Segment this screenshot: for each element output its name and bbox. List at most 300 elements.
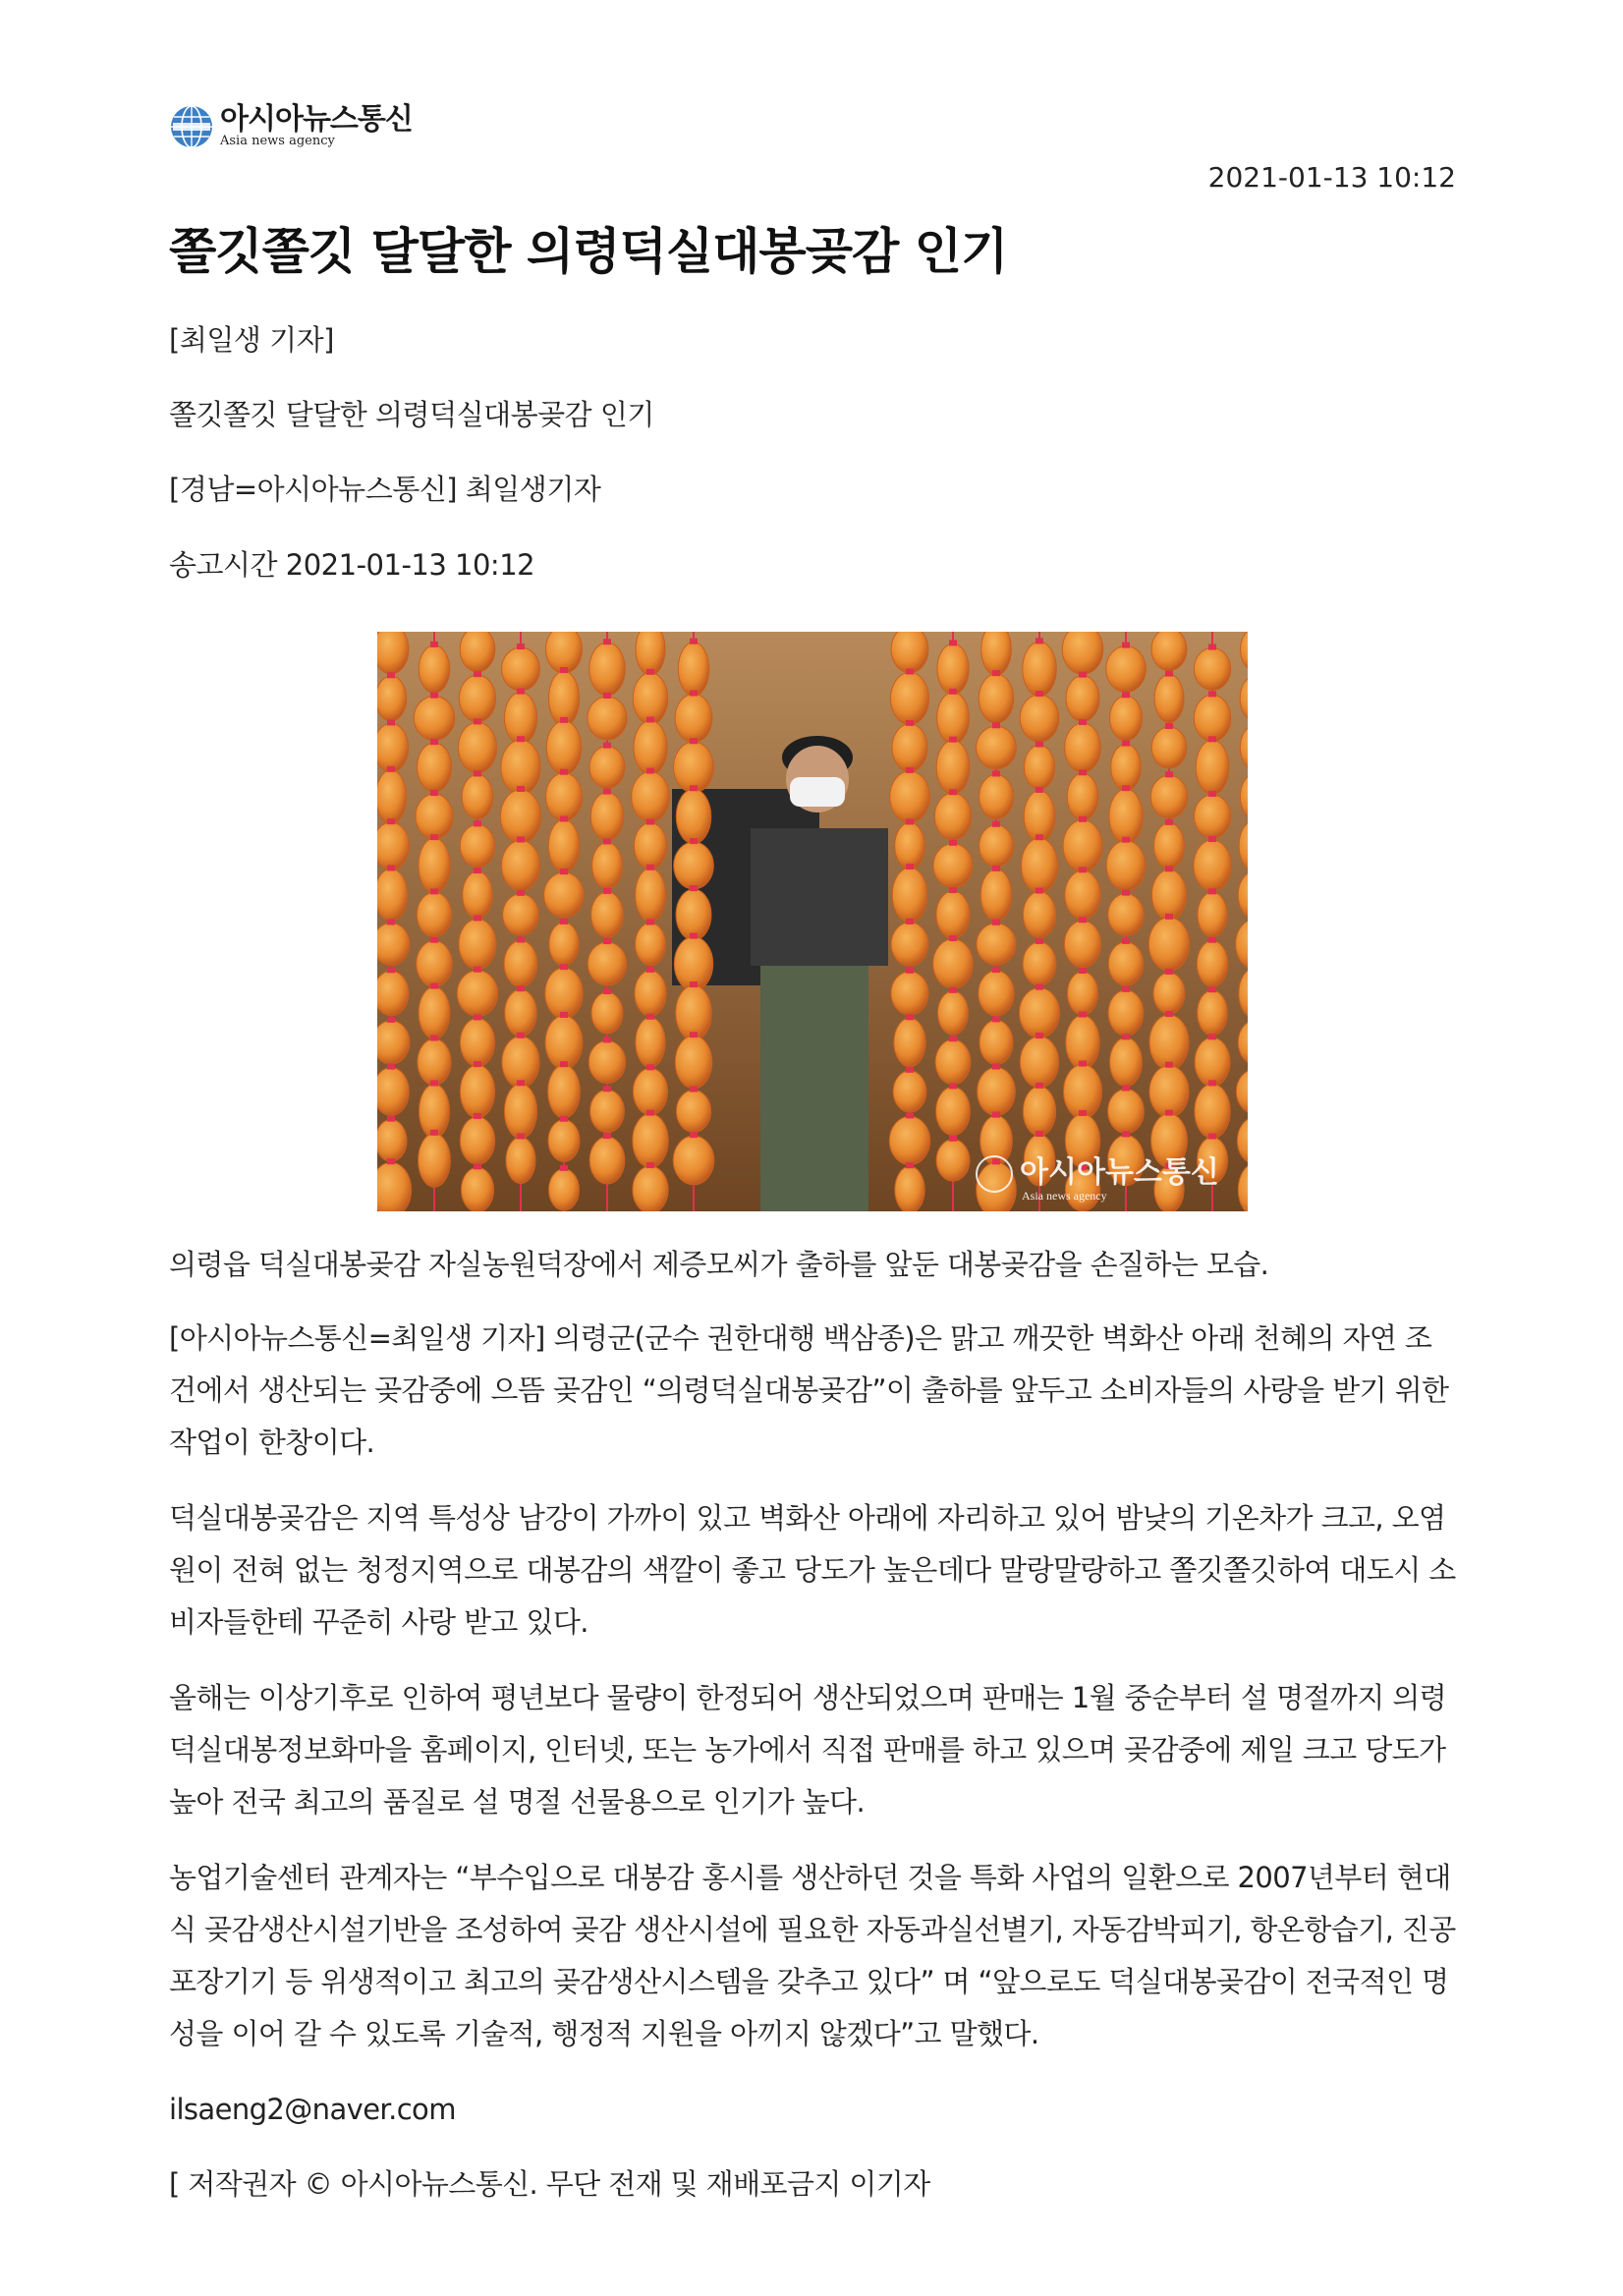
string-knot bbox=[690, 785, 698, 791]
persimmon bbox=[377, 723, 409, 771]
string-knot bbox=[560, 815, 568, 821]
persimmon bbox=[416, 794, 453, 839]
dried-persimmons-photo bbox=[377, 632, 1248, 1211]
string-knot bbox=[1122, 1085, 1130, 1091]
string-knot bbox=[474, 1113, 481, 1119]
persimmon bbox=[1151, 632, 1187, 671]
string-knot bbox=[690, 933, 698, 939]
persimmon bbox=[1106, 841, 1146, 891]
string-knot bbox=[517, 936, 525, 942]
string-knot bbox=[1079, 1061, 1087, 1067]
persimmon bbox=[377, 923, 410, 965]
persimmon bbox=[502, 841, 540, 891]
logo-english-name: Asia news agency bbox=[220, 134, 335, 148]
string-knot bbox=[1165, 671, 1173, 677]
string-knot bbox=[1035, 938, 1043, 944]
string-knot bbox=[992, 1016, 1000, 1022]
persimmon bbox=[462, 774, 493, 818]
persimmon bbox=[634, 720, 667, 774]
string-knot bbox=[603, 693, 611, 699]
persimmon bbox=[417, 892, 451, 936]
persimmon bbox=[1194, 840, 1231, 891]
persimmon bbox=[635, 971, 666, 1016]
persimmon bbox=[936, 1087, 971, 1135]
string-knot bbox=[992, 866, 1000, 871]
string-knot bbox=[992, 670, 1000, 676]
string-knot bbox=[560, 919, 568, 924]
persimmon bbox=[1148, 918, 1190, 971]
string-knot bbox=[517, 985, 525, 991]
string-knot bbox=[603, 639, 611, 644]
string-knot bbox=[1208, 644, 1216, 650]
string-knot bbox=[387, 719, 395, 725]
string-knot bbox=[949, 1036, 957, 1041]
string-knot bbox=[1079, 719, 1087, 725]
string-knot bbox=[387, 672, 395, 678]
persimmon bbox=[1023, 942, 1056, 985]
persimmon bbox=[636, 924, 666, 966]
persimmon bbox=[589, 747, 625, 789]
string-knot bbox=[387, 1017, 395, 1023]
string-knot bbox=[1122, 1034, 1130, 1039]
persimmon bbox=[673, 1136, 714, 1185]
persimmon bbox=[1151, 727, 1187, 768]
persimmon bbox=[545, 968, 583, 1019]
site-logo[interactable] bbox=[169, 102, 413, 151]
string-knot bbox=[646, 1014, 654, 1020]
string-knot bbox=[646, 1162, 654, 1168]
string-knot bbox=[992, 1064, 1000, 1070]
persimmon bbox=[419, 987, 450, 1039]
persimmon bbox=[377, 971, 409, 1015]
persimmon bbox=[1198, 892, 1227, 936]
string-knot bbox=[690, 838, 698, 844]
persimmon bbox=[504, 1084, 536, 1138]
persimmon bbox=[891, 632, 928, 673]
string-knot bbox=[1035, 888, 1043, 894]
string-knot bbox=[603, 839, 611, 845]
string-knot bbox=[992, 770, 1000, 776]
string-knot bbox=[474, 915, 481, 921]
persimmon bbox=[977, 726, 1017, 768]
string-knot bbox=[517, 890, 525, 896]
persimmon bbox=[889, 1116, 930, 1164]
persimmon bbox=[545, 1016, 583, 1069]
persimmon bbox=[979, 674, 1013, 723]
string-knot bbox=[1165, 1110, 1173, 1116]
logo-korean-name: 아시아뉴스통신 bbox=[220, 102, 413, 137]
persimmon bbox=[936, 1140, 970, 1181]
string-knot bbox=[1122, 1131, 1130, 1137]
persimmon bbox=[980, 869, 1012, 921]
persimmon bbox=[1110, 1037, 1143, 1086]
persimmon bbox=[549, 923, 579, 966]
persimmon bbox=[1067, 773, 1097, 819]
persimmon bbox=[549, 1169, 580, 1210]
string-knot bbox=[906, 818, 914, 824]
string-knot bbox=[646, 768, 654, 774]
persimmon bbox=[1154, 675, 1184, 723]
persimmon bbox=[418, 1039, 451, 1086]
persimmon bbox=[893, 1071, 926, 1112]
string-knot bbox=[1208, 691, 1216, 697]
string-knot bbox=[646, 818, 654, 824]
string-knot bbox=[906, 1067, 914, 1073]
string-knot bbox=[1165, 914, 1173, 920]
persimmon bbox=[1149, 1066, 1189, 1118]
string-knot bbox=[474, 718, 481, 724]
string-knot bbox=[603, 1133, 611, 1139]
reporter-email[interactable]: ilsaeng2@naver.com bbox=[169, 2093, 456, 2126]
string-knot bbox=[1122, 837, 1130, 843]
article-headline: 쫄깃쫄깃 달달한 의령덕실대봉곶감 인기 bbox=[169, 223, 1008, 280]
persimmon bbox=[505, 989, 537, 1036]
persimmon bbox=[678, 643, 708, 697]
persimmon bbox=[548, 1120, 580, 1162]
string-knot bbox=[603, 743, 611, 749]
string-knot bbox=[1165, 771, 1173, 777]
string-knot bbox=[560, 1061, 568, 1067]
persimmon bbox=[377, 1120, 407, 1162]
string-knot bbox=[1208, 1034, 1216, 1039]
persimmon bbox=[460, 632, 495, 672]
persimmon bbox=[979, 1020, 1013, 1064]
persimmon bbox=[1108, 942, 1144, 985]
article-photo bbox=[377, 632, 1248, 1211]
persimmon bbox=[1195, 1037, 1230, 1086]
persimmon bbox=[1106, 646, 1147, 693]
svg-text:아시아뉴스통신: 아시아뉴스통신 bbox=[1020, 1156, 1219, 1189]
persimmon bbox=[589, 1137, 625, 1184]
string-knot bbox=[474, 671, 481, 677]
persimmon bbox=[675, 1036, 712, 1089]
persimmon bbox=[1021, 838, 1057, 893]
persimmon bbox=[979, 971, 1014, 1016]
globe-icon bbox=[169, 104, 214, 149]
string-knot bbox=[906, 1162, 914, 1168]
string-knot bbox=[949, 789, 957, 795]
string-knot bbox=[690, 981, 698, 987]
string-knot bbox=[430, 1081, 438, 1087]
string-knot bbox=[949, 935, 957, 941]
persimmon bbox=[1110, 696, 1143, 740]
persimmon bbox=[1149, 1015, 1189, 1070]
persimmon bbox=[978, 1068, 1016, 1116]
persimmon bbox=[546, 721, 581, 774]
string-knot bbox=[1208, 1080, 1216, 1086]
string-knot bbox=[603, 1036, 611, 1042]
persimmon bbox=[463, 871, 493, 919]
persimmon bbox=[1023, 642, 1057, 696]
string-knot bbox=[1208, 1134, 1216, 1140]
persimmon bbox=[895, 822, 925, 868]
persimmon bbox=[632, 772, 670, 822]
string-knot bbox=[387, 818, 395, 824]
persimmon bbox=[591, 992, 623, 1034]
persimmon bbox=[892, 868, 927, 923]
string-knot bbox=[474, 868, 481, 873]
persimmon bbox=[1194, 795, 1230, 838]
persimmon bbox=[633, 1166, 668, 1211]
string-knot bbox=[1208, 836, 1216, 842]
persimmon bbox=[589, 643, 625, 696]
persimmon bbox=[590, 793, 623, 841]
string-knot bbox=[1165, 723, 1173, 729]
persimmon bbox=[1064, 921, 1100, 967]
persimmon bbox=[1020, 695, 1059, 742]
string-knot bbox=[560, 1165, 568, 1171]
persimmon bbox=[633, 1114, 668, 1168]
string-knot bbox=[906, 968, 914, 974]
persimmon bbox=[592, 843, 623, 889]
string-knot bbox=[560, 1116, 568, 1122]
persimmon bbox=[377, 676, 407, 720]
string-knot bbox=[560, 667, 568, 673]
photo-caption: 의령읍 덕실대봉곶감 자실농원덕장에서 제증모씨가 출하를 앞둔 대봉곶감을 손질하는 모습. bbox=[169, 1248, 1269, 1281]
string-knot bbox=[646, 920, 654, 925]
persimmon bbox=[1111, 745, 1142, 791]
persimmon bbox=[1153, 823, 1184, 868]
persimmon bbox=[1151, 869, 1186, 920]
string-knot bbox=[1079, 769, 1087, 775]
string-knot bbox=[1079, 867, 1087, 872]
persimmon bbox=[1023, 1087, 1055, 1136]
persimmon bbox=[933, 939, 974, 988]
string-knot bbox=[387, 866, 395, 871]
string-knot bbox=[1208, 736, 1216, 742]
string-knot bbox=[646, 865, 654, 870]
sent-time: 송고시간 2021-01-13 10:12 bbox=[169, 548, 535, 582]
persimmon bbox=[636, 632, 665, 675]
string-knot bbox=[1035, 691, 1043, 697]
persimmon bbox=[1023, 892, 1055, 938]
persimmon bbox=[419, 645, 449, 693]
persimmon bbox=[588, 1040, 625, 1083]
persimmon bbox=[1065, 723, 1101, 772]
string-knot bbox=[430, 983, 438, 989]
string-knot bbox=[1122, 692, 1130, 698]
persimmon bbox=[502, 647, 540, 691]
persimmon bbox=[377, 822, 410, 869]
string-knot bbox=[646, 967, 654, 973]
persimmon bbox=[544, 872, 585, 918]
string-knot bbox=[949, 887, 957, 893]
article-dateline: [경남=아시아뉴스통신] 최일생기자 bbox=[169, 473, 601, 506]
persimmon bbox=[936, 891, 970, 938]
persimmon bbox=[590, 1090, 625, 1133]
persimmon bbox=[633, 1068, 667, 1114]
persimmon bbox=[936, 741, 970, 795]
persimmon bbox=[892, 724, 927, 771]
string-knot bbox=[992, 920, 1000, 925]
string-knot bbox=[430, 693, 438, 699]
string-knot bbox=[1035, 787, 1043, 793]
persimmon bbox=[674, 842, 714, 889]
string-knot bbox=[517, 786, 525, 792]
persimmon bbox=[459, 675, 495, 722]
string-knot bbox=[1035, 742, 1043, 748]
persimmon bbox=[934, 793, 971, 840]
persimmon bbox=[937, 991, 968, 1035]
string-knot bbox=[430, 1130, 438, 1136]
persimmon bbox=[1197, 941, 1227, 987]
persimmon bbox=[1062, 632, 1103, 674]
persimmon bbox=[377, 1021, 410, 1064]
string-knot bbox=[517, 837, 525, 843]
string-knot bbox=[1122, 890, 1130, 896]
persimmon bbox=[460, 824, 494, 867]
string-knot bbox=[603, 789, 611, 795]
persimmon bbox=[1198, 990, 1228, 1036]
string-knot bbox=[387, 1116, 395, 1122]
string-knot bbox=[1079, 672, 1087, 678]
persimmon bbox=[636, 1018, 665, 1067]
string-knot bbox=[949, 840, 957, 846]
paragraph-1: [아시아뉴스통신=최일생 기자] 의령군(군수 권한대행 백삼종)은 맑고 깨끗한 벽화산 아래 천혜의 자연 조건에서 생산되는 곶감중에 으뜸 곶감인 “의령덕실대봉곶감”이 출하를 앞두고 소비자들의 사랑을 받기 위한 작업이 한창이다. bbox=[169, 1321, 1449, 1459]
string-knot bbox=[1035, 1131, 1043, 1137]
string-knot bbox=[1208, 937, 1216, 943]
string-knot bbox=[949, 737, 957, 743]
string-knot bbox=[1079, 1110, 1087, 1116]
string-knot bbox=[560, 964, 568, 970]
persimmon bbox=[1067, 972, 1097, 1015]
persimmon bbox=[891, 972, 928, 1015]
persimmon bbox=[1194, 695, 1231, 741]
string-knot bbox=[906, 1112, 914, 1118]
string-knot bbox=[646, 716, 654, 722]
string-knot bbox=[517, 1080, 525, 1086]
string-knot bbox=[906, 669, 914, 675]
persimmon bbox=[1153, 973, 1185, 1014]
string-knot bbox=[387, 1064, 395, 1070]
string-knot bbox=[1165, 1011, 1173, 1017]
string-knot bbox=[949, 689, 957, 695]
string-knot bbox=[1079, 816, 1087, 822]
persimmon bbox=[676, 1090, 710, 1132]
string-knot bbox=[949, 1083, 957, 1089]
paragraph-4: 농업기술센터 관계자는 “부수입으로 대봉감 홍시를 생산하던 것을 특화 사업의 일환으로 2007년부터 현대식 곶감생산시설기반을 조성하여 곶감 생산시설에 필요한 자동과실선별기, 자동감박피기, 항온항습기, 진공포장기기 등 위생적이고 최고의 곶감생산시스템을 갖추고 있다” 며 “앞으로도 덕실대봉곶감이 전국적인 명성을 이어 갈 수 있도록 기술적, 행정적 지원을 아끼지 않겠다”고 말했다. bbox=[169, 1861, 1456, 2050]
article-subtitle: 쫄깃쫄깃 달달한 의령덕실대봉곶감 인기 bbox=[169, 398, 654, 431]
string-knot bbox=[992, 722, 1000, 728]
persimmon bbox=[933, 844, 973, 887]
persimmon bbox=[417, 941, 453, 987]
string-knot bbox=[517, 644, 525, 649]
string-knot bbox=[474, 1061, 481, 1067]
persimmon bbox=[414, 697, 454, 741]
persimmon bbox=[676, 789, 711, 844]
persimmon bbox=[545, 632, 582, 673]
string-knot bbox=[949, 640, 957, 645]
string-knot bbox=[430, 739, 438, 745]
string-knot bbox=[949, 987, 957, 993]
string-knot bbox=[690, 738, 698, 744]
string-knot bbox=[1122, 741, 1130, 747]
paragraph-3: 올해는 이상기후로 인하여 평년보다 물량이 한정되어 생산되었으며 판매는 1월 중순부터 설 명절까지 의령덕실대봉정보화마을 홈페이지, 인터넷, 또는 농가에서 직접 판매를 하고 있으며 곶감중에 제일 크고 당도가 높아 전국 최고의 품질로 설 명절 선물용으로 인기가 높다. bbox=[169, 1681, 1447, 1819]
persimmon bbox=[1195, 1084, 1230, 1138]
string-knot bbox=[430, 642, 438, 647]
string-knot bbox=[992, 1158, 1000, 1164]
persimmon bbox=[377, 869, 408, 922]
string-knot bbox=[646, 669, 654, 675]
persimmon bbox=[634, 822, 666, 868]
string-knot bbox=[690, 1086, 698, 1092]
string-knot bbox=[992, 1112, 1000, 1118]
persimmon bbox=[890, 771, 930, 822]
string-knot bbox=[603, 1086, 611, 1092]
persimmon bbox=[1108, 894, 1144, 936]
string-knot bbox=[690, 1032, 698, 1037]
string-knot bbox=[992, 967, 1000, 973]
persimmon bbox=[1024, 746, 1054, 790]
persimmon bbox=[675, 695, 712, 743]
persimmon bbox=[377, 770, 406, 823]
string-knot bbox=[1035, 1033, 1043, 1038]
string-knot bbox=[1165, 866, 1173, 871]
persimmon bbox=[1109, 789, 1143, 844]
persimmon bbox=[1108, 1089, 1145, 1133]
string-knot bbox=[1079, 917, 1087, 923]
string-knot bbox=[906, 1014, 914, 1020]
string-knot bbox=[906, 919, 914, 924]
string-knot bbox=[560, 1012, 568, 1018]
string-knot bbox=[906, 767, 914, 773]
persimmon bbox=[1194, 648, 1230, 691]
string-knot bbox=[1208, 791, 1216, 797]
persimmon bbox=[937, 693, 970, 744]
persimmon bbox=[1063, 820, 1102, 871]
string-knot bbox=[517, 1133, 525, 1139]
string-knot bbox=[517, 1033, 525, 1038]
persimmon bbox=[417, 743, 451, 792]
string-knot bbox=[474, 820, 481, 826]
string-knot bbox=[1208, 986, 1216, 992]
persimmon bbox=[460, 1117, 494, 1164]
string-knot bbox=[1035, 638, 1043, 644]
persimmon bbox=[894, 1018, 925, 1066]
persimmon bbox=[1108, 990, 1144, 1036]
persimmon bbox=[459, 919, 496, 969]
persimmon bbox=[981, 632, 1012, 675]
string-knot bbox=[1035, 1083, 1043, 1089]
persimmon bbox=[636, 868, 666, 922]
persimmon bbox=[588, 942, 626, 985]
persimmon bbox=[548, 819, 580, 871]
string-knot bbox=[1079, 968, 1087, 974]
string-knot bbox=[1122, 938, 1130, 944]
string-knot bbox=[646, 1064, 654, 1070]
paragraph-2: 덕실대봉곶감은 지역 특성상 남강이 가까이 있고 벽화산 아래에 자리하고 있어 밤낮의 기온차가 크고, 오염원이 전혀 없는 청정지역으로 대봉감의 색깔이 좋고 당도가 높은데다 말랑말랑하고 쫄깃쫄깃하여 대도시 소비자들한테 꾸준히 사랑 받고 있다. bbox=[169, 1501, 1456, 1639]
string-knot bbox=[906, 720, 914, 726]
persimmon bbox=[500, 790, 540, 843]
svg-text:Asia news agency: Asia news agency bbox=[1022, 1189, 1107, 1203]
persimmon bbox=[676, 889, 711, 940]
persimmon bbox=[458, 722, 496, 772]
string-knot bbox=[906, 864, 914, 869]
persimmon bbox=[1150, 775, 1187, 817]
string-knot bbox=[1165, 1062, 1173, 1068]
persimmon bbox=[419, 1134, 451, 1187]
string-knot bbox=[517, 689, 525, 695]
persimmon bbox=[1196, 740, 1229, 794]
string-knot bbox=[560, 769, 568, 775]
persimmon bbox=[461, 1167, 493, 1211]
reporter-name: [최일생 기자] bbox=[169, 323, 334, 357]
persimmon bbox=[460, 1019, 494, 1067]
persimmon bbox=[937, 644, 969, 694]
persimmon bbox=[1066, 676, 1099, 722]
persimmon bbox=[506, 1137, 535, 1183]
persimmon bbox=[419, 838, 450, 893]
